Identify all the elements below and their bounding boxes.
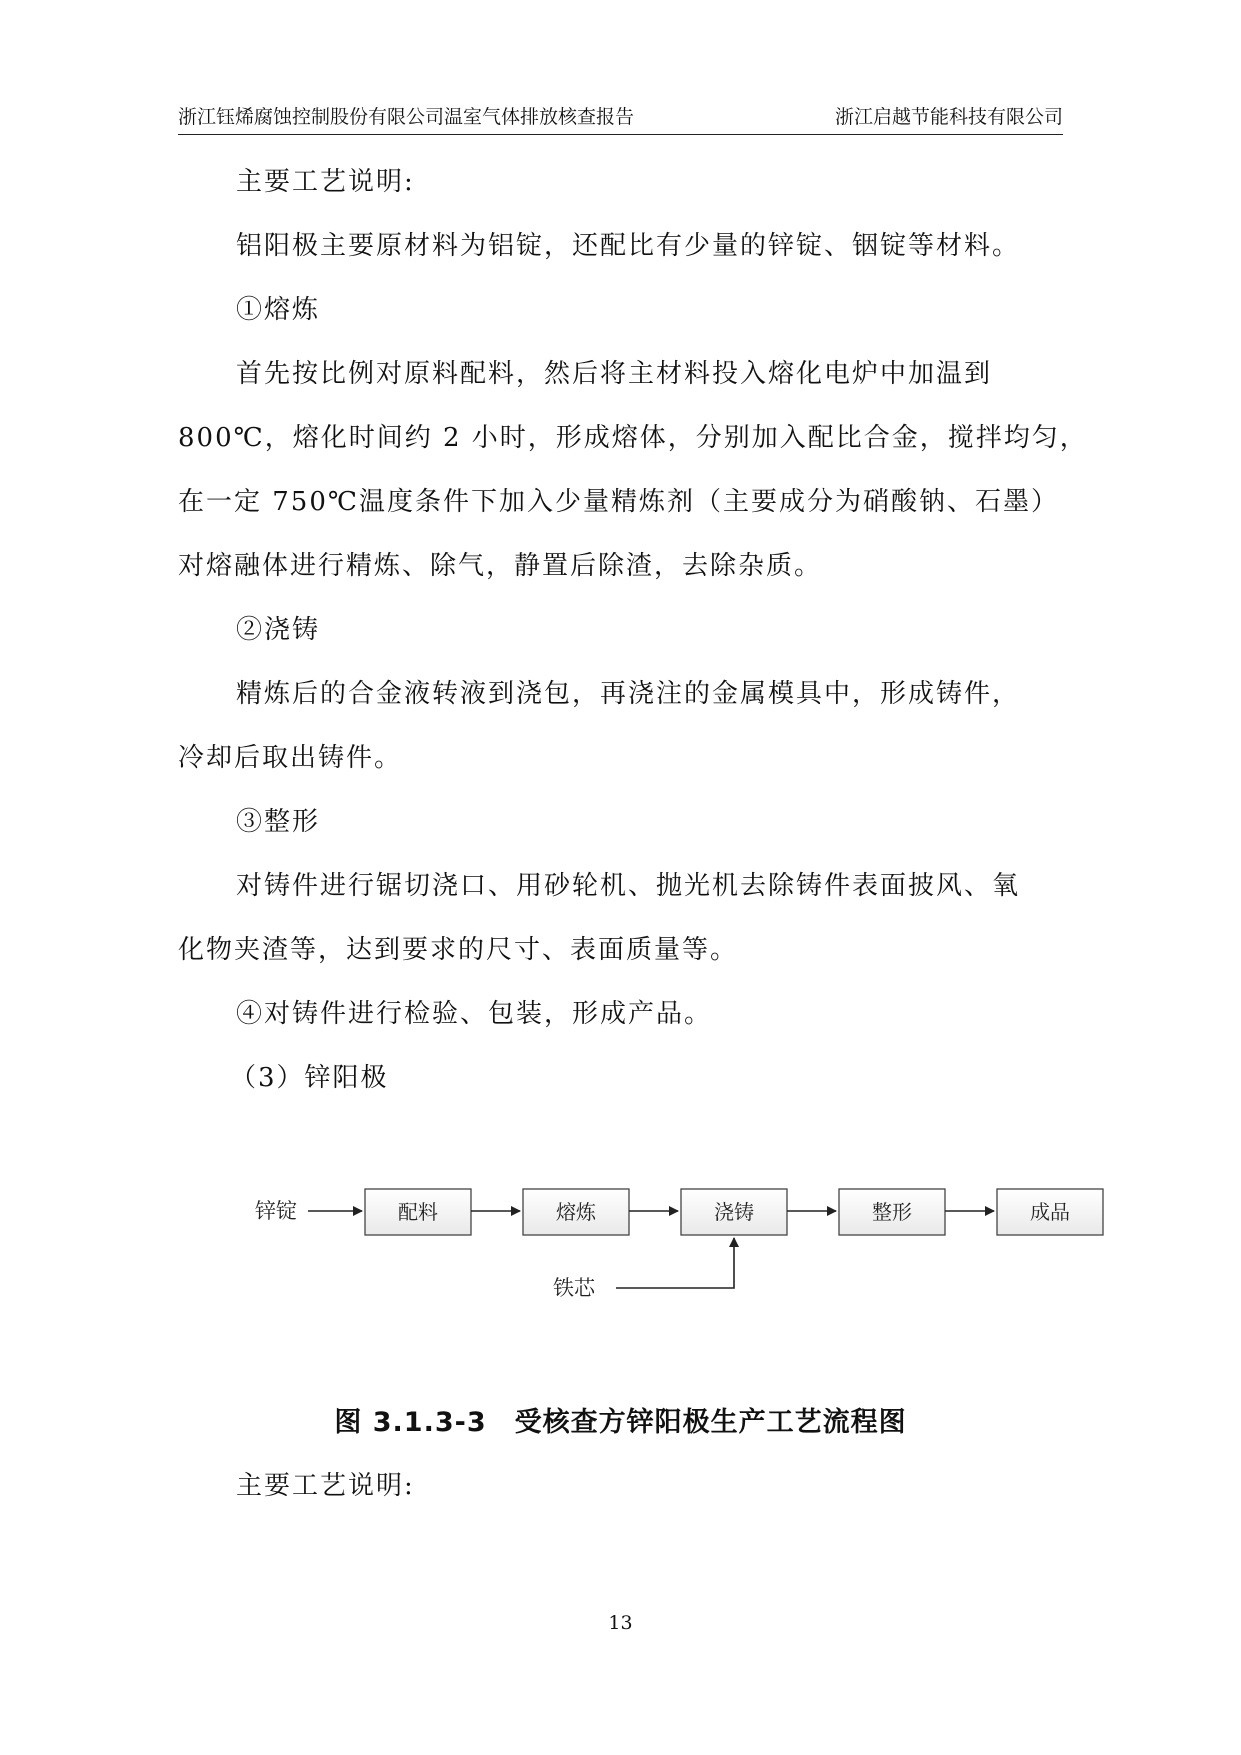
header-company-name: 浙江启越节能科技有限公司: [834, 106, 1063, 128]
flow-step-shaping: 整形: [872, 1200, 912, 1224]
flow-step-ingredients: 配料: [398, 1200, 438, 1224]
arrow-iron-core-to-casting: [616, 1238, 734, 1288]
page-header: [178, 100, 1063, 135]
flow-input-iron-core: 铁芯: [553, 1276, 595, 1300]
figure-caption: 图 3.1.3-3 受核查方锌阳极生产工艺流程图: [334, 1407, 907, 1438]
step-heading-smelting: ①熔炼: [236, 295, 321, 325]
flow-input-zinc-ingot: 锌锭: [255, 1199, 297, 1223]
paragraph-shaping-line1: 对铸件进行锯切浇口、用砂轮机、抛光机去除铸件表面披风、氧: [236, 871, 1021, 901]
process-heading-2: 主要工艺说明:: [236, 1471, 415, 1501]
paragraph-inspection: ④对铸件进行检验、包装，形成产品。: [236, 999, 713, 1029]
flow-step-product: 成品: [1030, 1200, 1070, 1224]
step-heading-casting: ②浇铸: [236, 615, 321, 645]
paragraph-smelting-line2: 800℃，熔化时间约 2 小时，形成熔体，分别加入配比合金，搅拌均匀，: [178, 423, 1088, 453]
step-heading-shaping: ③整形: [236, 807, 321, 837]
paragraph-casting-line1: 精炼后的合金液转液到浇包，再浇注的金属模具中，形成铸件，: [236, 679, 1021, 709]
header-report-title: 浙江钰烯腐蚀控制股份有限公司温室气体排放核查报告: [178, 106, 635, 128]
paragraph-casting-line2: 冷却后取出铸件。: [178, 743, 403, 773]
process-heading: 主要工艺说明:: [236, 167, 415, 197]
flow-step-smelting: 熔炼: [556, 1200, 596, 1224]
paragraph-smelting-line4: 对熔融体进行精炼、除气，静置后除渣，去除杂质。: [178, 551, 823, 581]
flow-step-casting: 浇铸: [714, 1200, 754, 1224]
paragraph-shaping-line2: 化物夹渣等，达到要求的尺寸、表面质量等。: [178, 935, 739, 965]
paragraph-smelting-line3: 在一定 750℃温度条件下加入少量精炼剂（主要成分为硝酸钠、石墨）: [178, 487, 1059, 517]
body-text: [178, 150, 1088, 1110]
zinc-anode-flow-diagram: [250, 1178, 1110, 1318]
page-number: 13: [608, 1612, 633, 1634]
paragraph-raw-materials: 铝阳极主要原材料为铝锭，还配比有少量的锌锭、铟锭等材料。: [236, 231, 1021, 261]
paragraph-smelting-line1: 首先按比例对原料配料，然后将主材料投入熔化电炉中加温到: [236, 359, 993, 389]
section-heading-zinc-anode: （3）锌阳极: [230, 1063, 389, 1093]
